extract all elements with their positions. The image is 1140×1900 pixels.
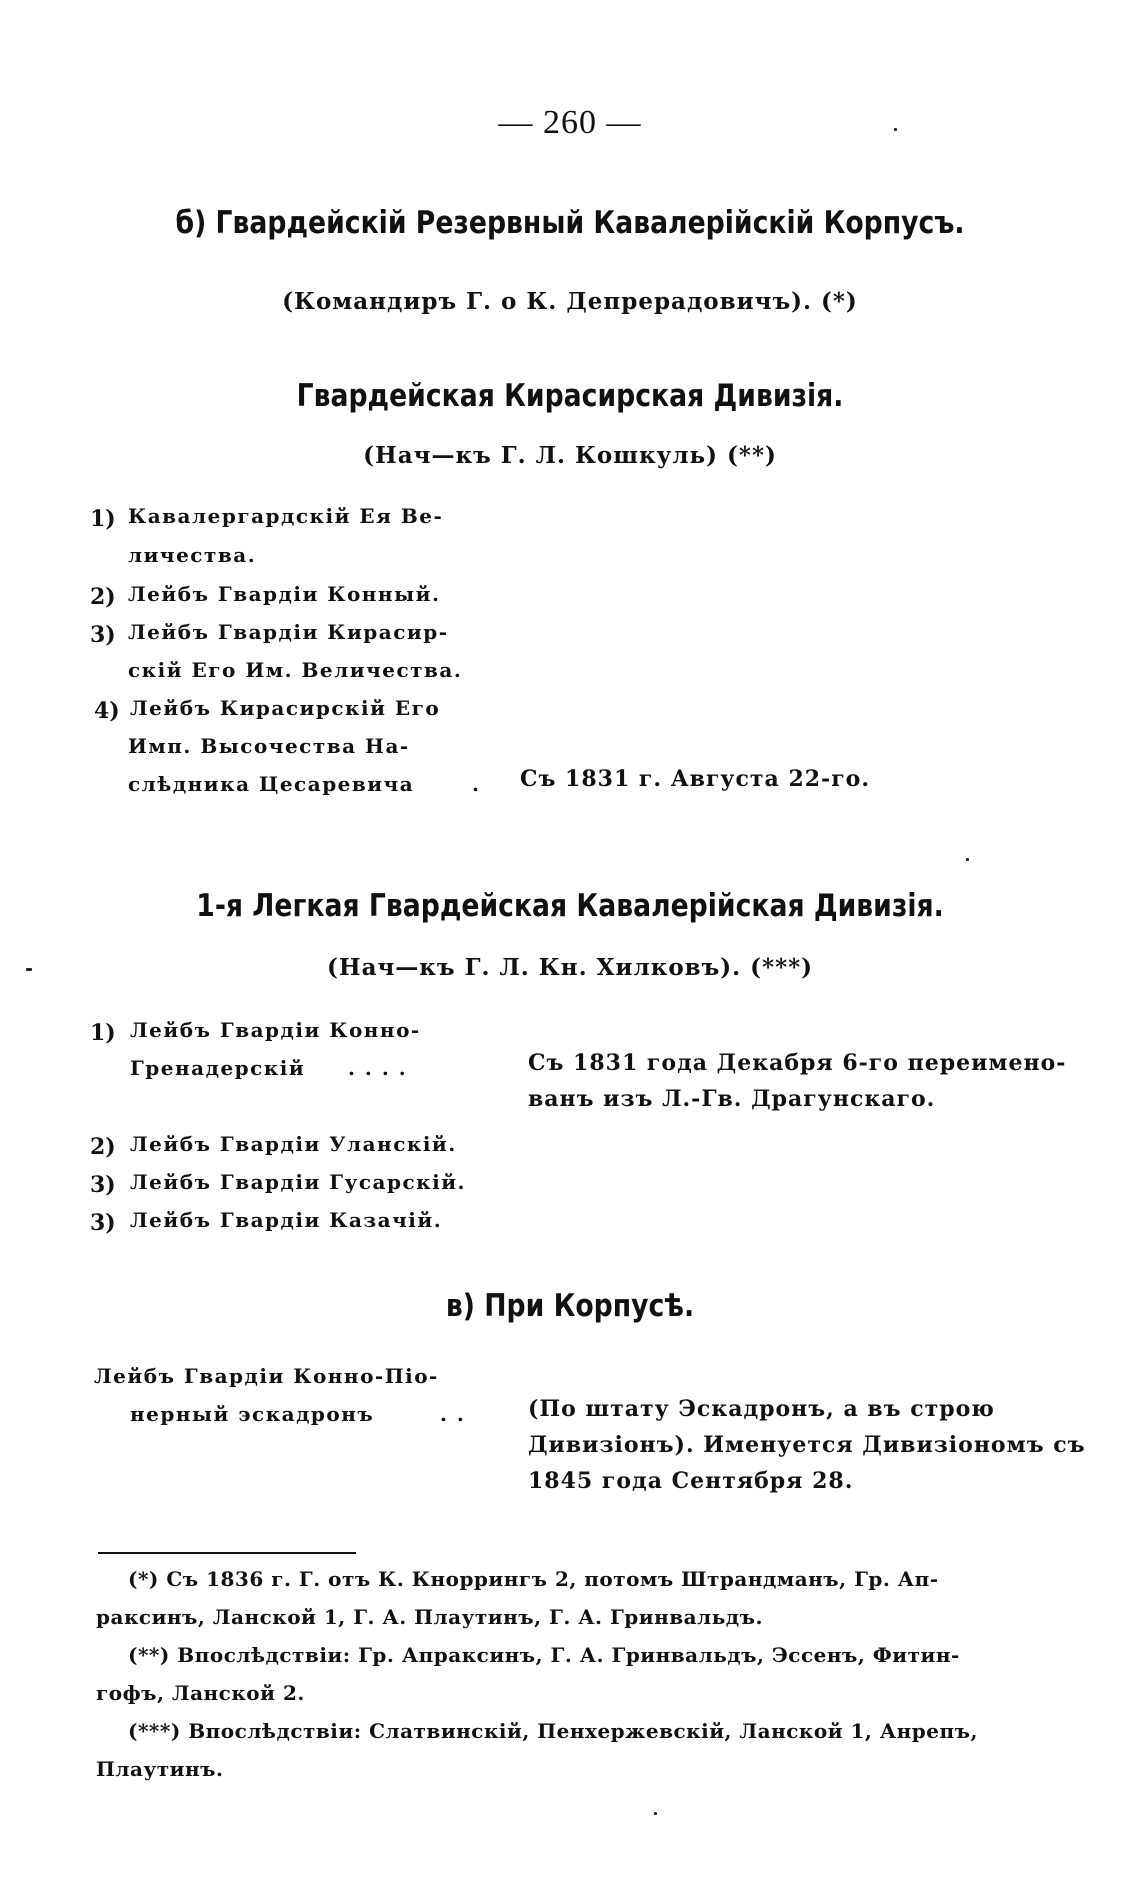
light-division-title: 1-я Легкая Гвардейская Кавалерійская Дивизія. xyxy=(196,888,944,924)
section-v-title: в) При Корпусѣ. xyxy=(445,1288,695,1324)
footnote-2-line: (**) Впослѣдствіи: Гр. Апраксинъ, Г. А. Гринвальдъ, Эссенъ, Фитин- xyxy=(128,1643,960,1667)
footnote-1-line: (*) Съ 1836 г. Г. отъ К. Кноррингъ 2, потомъ Штрандманъ, Гр. Ап- xyxy=(128,1567,939,1591)
item-number: 1) xyxy=(90,506,116,532)
footnote-2-line: гофъ, Ланской 2. xyxy=(96,1681,305,1705)
item-number: 2) xyxy=(90,1134,116,1160)
scan-speck xyxy=(654,1812,657,1815)
section-v-note-line: Дивизіонъ). Именуется Дивизіономъ съ xyxy=(528,1432,1086,1458)
cuirassier-division-title: Гвардейская Кирасирская Дивизія. xyxy=(296,378,844,414)
item-text-line: Лейбъ Гвардіи Уланскій. xyxy=(130,1132,457,1156)
item-text-line: Лейбъ Гвардіи Конный. xyxy=(128,582,441,606)
cuirassier-division-note: Съ 1831 г. Августа 22-го. xyxy=(520,766,871,792)
item-number: 3) xyxy=(90,622,116,648)
item-text-line: слѣдника Цесаревича xyxy=(128,772,415,796)
item-number: 1) xyxy=(90,1020,116,1046)
item-text-line: скій Его Им. Величества. xyxy=(128,658,463,682)
item-text-line: Гренадерскій xyxy=(130,1056,306,1080)
section-v-note-line: (По штату Эскадронъ, а въ строю xyxy=(528,1396,995,1422)
light-division-note-line: Съ 1831 года Декабря 6-го переимено- xyxy=(528,1050,1067,1076)
footnote-1-line: раксинъ, Ланской 1, Г. А. Плаутинъ, Г. А. Гринвальдъ. xyxy=(96,1605,763,1629)
item-text-line: Лейбъ Гвардіи Казачій. xyxy=(130,1208,443,1232)
item-number: 3) xyxy=(90,1210,116,1236)
cuirassier-division-chief: (Нач—къ Г. Л. Кошкуль) (**) xyxy=(363,442,777,469)
corps-commander: (Командиръ Г. о К. Депрерадовичъ). (*) xyxy=(282,288,858,315)
footnote-3-line: (***) Впослѣдствіи: Слатвинскій, Пенхержевскій, Ланской 1, Анрепъ, xyxy=(128,1719,978,1743)
item-number: 4) xyxy=(94,698,120,724)
item-number: 2) xyxy=(90,584,116,610)
scan-speck xyxy=(966,858,969,861)
page-number: — 260 — xyxy=(498,104,642,141)
scan-speck xyxy=(26,968,32,971)
item-text-line: личества. xyxy=(128,543,257,567)
light-division-chief: (Нач—къ Г. Л. Кн. Хилковъ). (***) xyxy=(326,954,814,981)
item-text-line: нерный эскадронъ xyxy=(130,1402,375,1426)
item-text-line: Имп. Высочества На- xyxy=(128,734,410,758)
section-b-title: б) Гвардейскій Резервный Кавалерійскій Корпусъ. xyxy=(175,205,965,241)
item-text-line: Кавалергардскій Ея Ве- xyxy=(128,504,444,528)
leader-dots: . xyxy=(472,772,481,796)
item-text-line: Лейбъ Кирасирскій Его xyxy=(130,696,441,720)
scan-speck xyxy=(894,128,897,131)
leader-dots: . . . . xyxy=(348,1056,408,1080)
item-text-line: Лейбъ Гвардіи Кирасир- xyxy=(128,620,449,644)
light-division-note-line: ванъ изъ Л.-Гв. Драгунскаго. xyxy=(528,1086,936,1112)
leader-dots: . . xyxy=(440,1402,466,1426)
section-v-note-line: 1845 года Сентября 28. xyxy=(528,1468,854,1494)
footnote-separator xyxy=(98,1552,356,1554)
item-text-line: Лейбъ Гвардіи Конно-Піо- xyxy=(94,1364,439,1388)
item-text-line: Лейбъ Гвардіи Конно- xyxy=(130,1018,421,1042)
item-number: 3) xyxy=(90,1172,116,1198)
footnote-3-line: Плаутинъ. xyxy=(96,1757,224,1781)
item-text-line: Лейбъ Гвардіи Гусарскій. xyxy=(130,1170,467,1194)
